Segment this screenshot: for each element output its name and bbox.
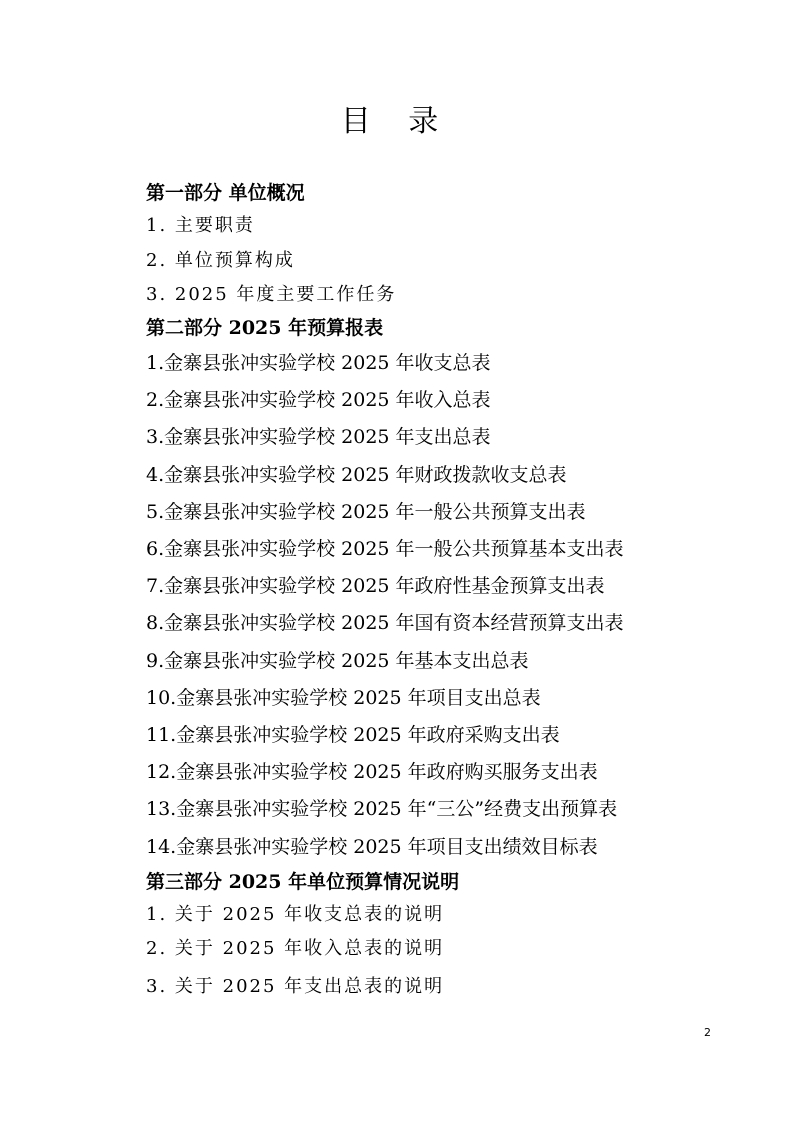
- toc-item[interactable]: 7.金寨县张冲实验学校 2025 年政府性基金预算支出表: [146, 575, 605, 597]
- toc-item[interactable]: 5.金寨县张冲实验学校 2025 年一般公共预算支出表: [146, 501, 586, 523]
- toc-item[interactable]: 3. 关于 2025 年支出总表的说明: [146, 976, 445, 997]
- toc-item[interactable]: 9.金寨县张冲实验学校 2025 年基本支出总表: [146, 650, 529, 672]
- toc-item[interactable]: 10.金寨县张冲实验学校 2025 年项目支出总表: [146, 687, 541, 709]
- toc-item[interactable]: 1.金寨县张冲实验学校 2025 年收支总表: [146, 352, 491, 374]
- toc-item[interactable]: 3. 2025 年度主要工作任务: [146, 284, 397, 305]
- toc-item[interactable]: 1. 主要职责: [146, 215, 255, 236]
- toc-item[interactable]: 6.金寨县张冲实验学校 2025 年一般公共预算基本支出表: [146, 538, 624, 560]
- toc-item[interactable]: 11.金寨县张冲实验学校 2025 年政府采购支出表: [146, 724, 560, 746]
- toc-item[interactable]: 14.金寨县张冲实验学校 2025 年项目支出绩效目标表: [146, 836, 598, 858]
- toc-item[interactable]: 1. 关于 2025 年收支总表的说明: [146, 904, 445, 925]
- section-heading-part1[interactable]: 第一部分 单位概况: [146, 182, 305, 204]
- toc-item[interactable]: 13.金寨县张冲实验学校 2025 年“三公”经费支出预算表: [146, 798, 618, 820]
- page-number: 2: [704, 1026, 711, 1039]
- toc-item[interactable]: 2.金寨县张冲实验学校 2025 年收入总表: [146, 389, 491, 411]
- page-title: 目 录: [340, 104, 453, 139]
- toc-item[interactable]: 2. 关于 2025 年收入总表的说明: [146, 938, 445, 959]
- toc-item[interactable]: 4.金寨县张冲实验学校 2025 年财政拨款收支总表: [146, 464, 567, 486]
- toc-item[interactable]: 3.金寨县张冲实验学校 2025 年支出总表: [146, 426, 491, 448]
- toc-item[interactable]: 12.金寨县张冲实验学校 2025 年政府购买服务支出表: [146, 761, 598, 783]
- section-heading-part3[interactable]: 第三部分 2025 年单位预算情况说明: [146, 871, 460, 893]
- section-heading-part2[interactable]: 第二部分 2025 年预算报表: [146, 317, 384, 339]
- toc-item[interactable]: 8.金寨县张冲实验学校 2025 年国有资本经营预算支出表: [146, 612, 624, 634]
- toc-item[interactable]: 2. 单位预算构成: [146, 250, 295, 271]
